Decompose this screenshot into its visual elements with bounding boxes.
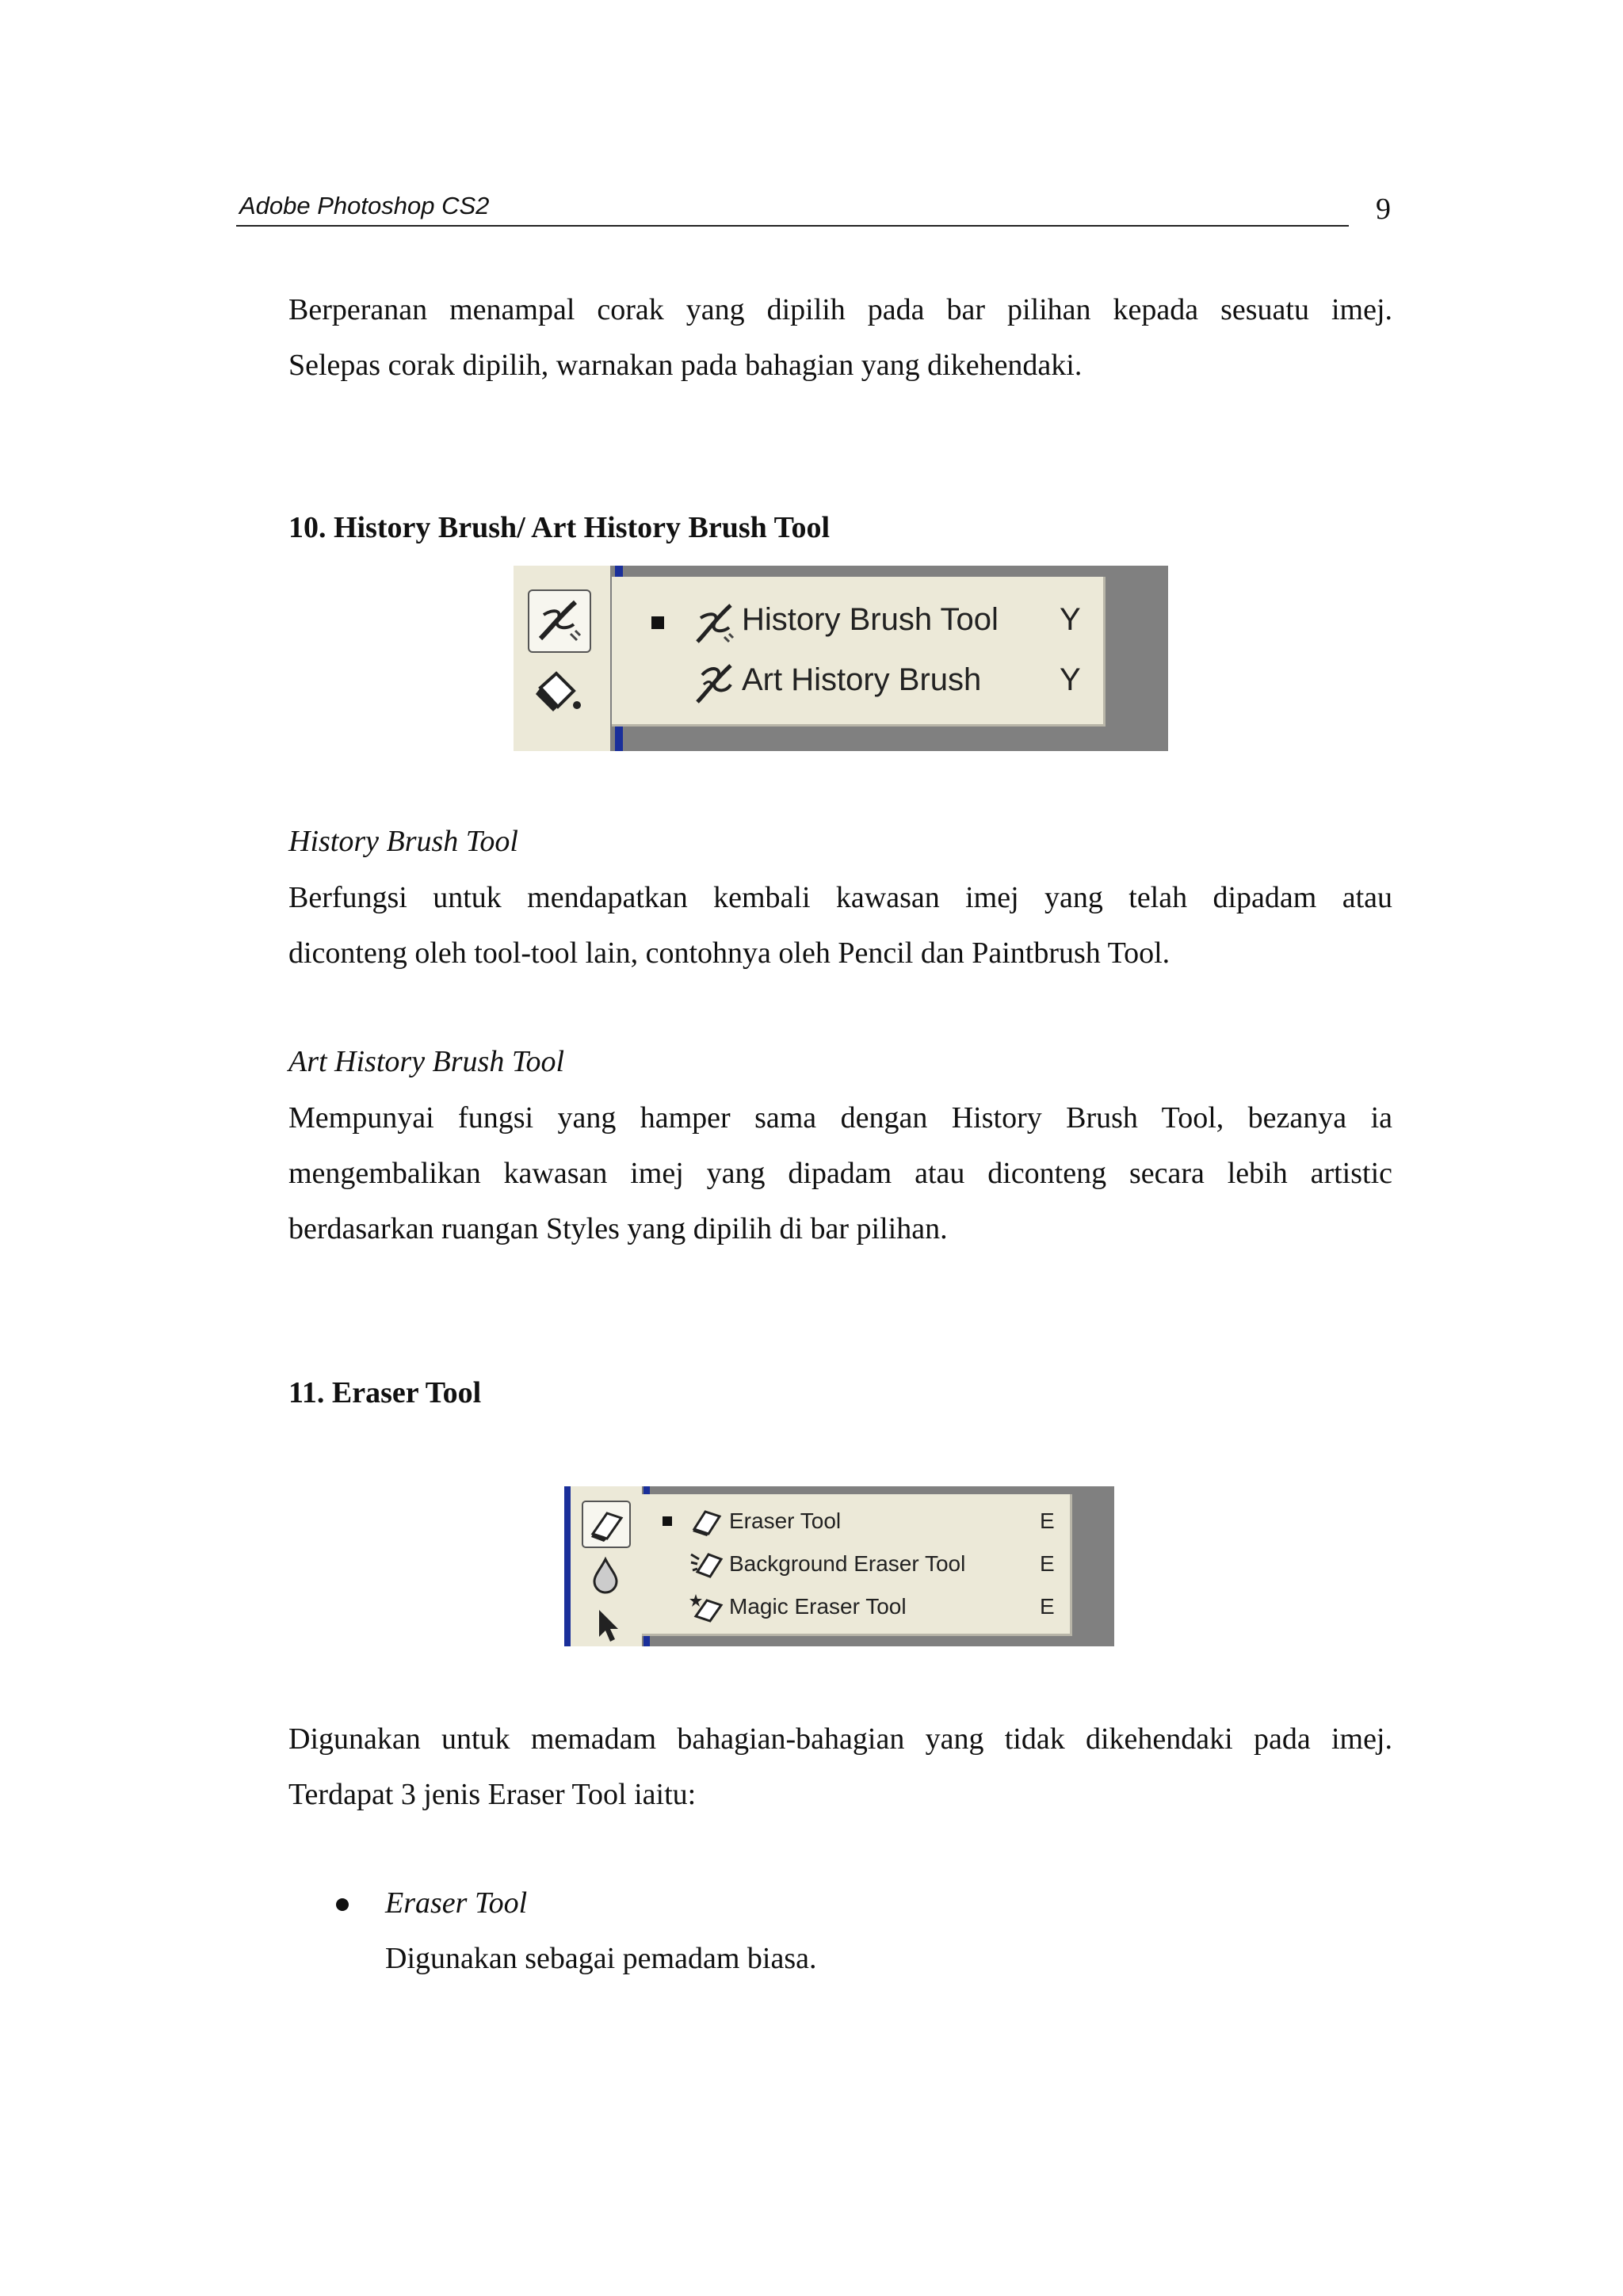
description-line: berdasarkan ruangan Styles yang dipilih di bar pilihan. (288, 1212, 948, 1245)
history-brush-tool-button[interactable] (528, 589, 591, 653)
tool-flyout-menu (612, 577, 1106, 727)
section-heading-eraser: 11. Eraser Tool (288, 1376, 482, 1409)
art-history-brush-icon (689, 658, 740, 708)
art-history-brush-title: Art History Brush Tool (288, 1045, 565, 1078)
history-brush-description (288, 870, 1392, 981)
path-selection-tool-button[interactable] (593, 1607, 621, 1645)
paint-bucket-icon (529, 664, 585, 719)
page-number: 9 (1376, 193, 1391, 226)
history-brush-flyout-screenshot (514, 566, 1168, 751)
history-brush-title: History Brush Tool (288, 825, 518, 858)
intro-line: Berperanan menampal corak yang dipilih pada bar pilihan kepada sesuatu imej. (288, 293, 1392, 326)
description-line: mengembalikan kawasan imej yang dipadam atau diconteng secara lebih artistic (288, 1157, 1392, 1190)
background-eraser-icon (689, 1548, 724, 1581)
page-header (236, 189, 1393, 228)
intro-paragraph (288, 282, 1392, 393)
intro-line: Selepas corak dipilih, warnakan pada bahagian yang dikehendaki. (288, 349, 1083, 382)
toolbox-strip (564, 1486, 642, 1646)
list-bullet (336, 1898, 349, 1911)
menu-item-label: Background Eraser Tool (729, 1551, 966, 1576)
selected-indicator (651, 616, 664, 629)
eraser-flyout-screenshot (564, 1486, 1114, 1646)
list-item-description: Digunakan sebagai pemadam biasa. (385, 1942, 817, 1975)
description-line: Digunakan untuk memadam bahagian-bahagian yang tidak dikehendaki pada imej. (288, 1722, 1392, 1756)
menu-item-background-eraser-tool[interactable] (642, 1545, 1070, 1586)
menu-item-shortcut: E (1040, 1551, 1055, 1576)
paint-bucket-tool-button[interactable] (529, 664, 585, 719)
menu-item-label: Eraser Tool (729, 1508, 842, 1533)
eraser-icon (689, 1505, 724, 1539)
header-rule (236, 225, 1349, 227)
menu-item-history-brush-tool[interactable] (612, 594, 1103, 650)
eraser-tool-button[interactable] (582, 1501, 631, 1548)
list-item-title: Eraser Tool (385, 1886, 528, 1920)
eraser-description (288, 1711, 1392, 1822)
magic-eraser-icon (689, 1591, 724, 1624)
menu-item-magic-eraser-tool[interactable] (642, 1588, 1070, 1629)
description-line: diconteng oleh tool-tool lain, contohnya oleh Pencil dan Paintbrush Tool. (288, 936, 1170, 970)
drop-icon (586, 1554, 624, 1596)
description-line: Mempunyai fungsi yang hamper sama dengan History Brush Tool, bezanya ia (288, 1101, 1392, 1135)
eraser-icon (583, 1502, 629, 1547)
menu-item-shortcut: E (1040, 1594, 1055, 1619)
toolbox-edge (564, 1486, 571, 1646)
arrow-cursor-icon (593, 1607, 621, 1645)
header-title: Adobe Photoshop CS2 (239, 192, 490, 219)
history-brush-icon (529, 591, 590, 651)
menu-item-art-history-brush[interactable] (612, 654, 1103, 710)
tool-flyout-menu (642, 1494, 1072, 1636)
menu-item-label: Magic Eraser Tool (729, 1594, 907, 1619)
menu-item-shortcut: Y (1060, 662, 1081, 697)
menu-item-shortcut: Y (1060, 602, 1081, 637)
toolbox-strip (514, 566, 610, 751)
menu-item-label: History Brush Tool (742, 602, 999, 637)
blur-tool-button[interactable] (586, 1554, 624, 1596)
menu-item-shortcut: E (1040, 1508, 1055, 1533)
description-line: Berfungsi untuk mendapatkan kembali kawasan imej yang telah dipadam atau (288, 881, 1392, 914)
section-heading-history-brush: 10. History Brush/ Art History Brush Tool (288, 511, 831, 544)
art-history-brush-description (288, 1090, 1392, 1257)
description-line: Terdapat 3 jenis Eraser Tool iaitu: (288, 1778, 697, 1811)
menu-item-eraser-tool[interactable] (642, 1502, 1070, 1543)
selected-indicator (663, 1516, 672, 1526)
menu-item-label: Art History Brush (742, 662, 982, 697)
history-brush-icon (689, 597, 740, 648)
